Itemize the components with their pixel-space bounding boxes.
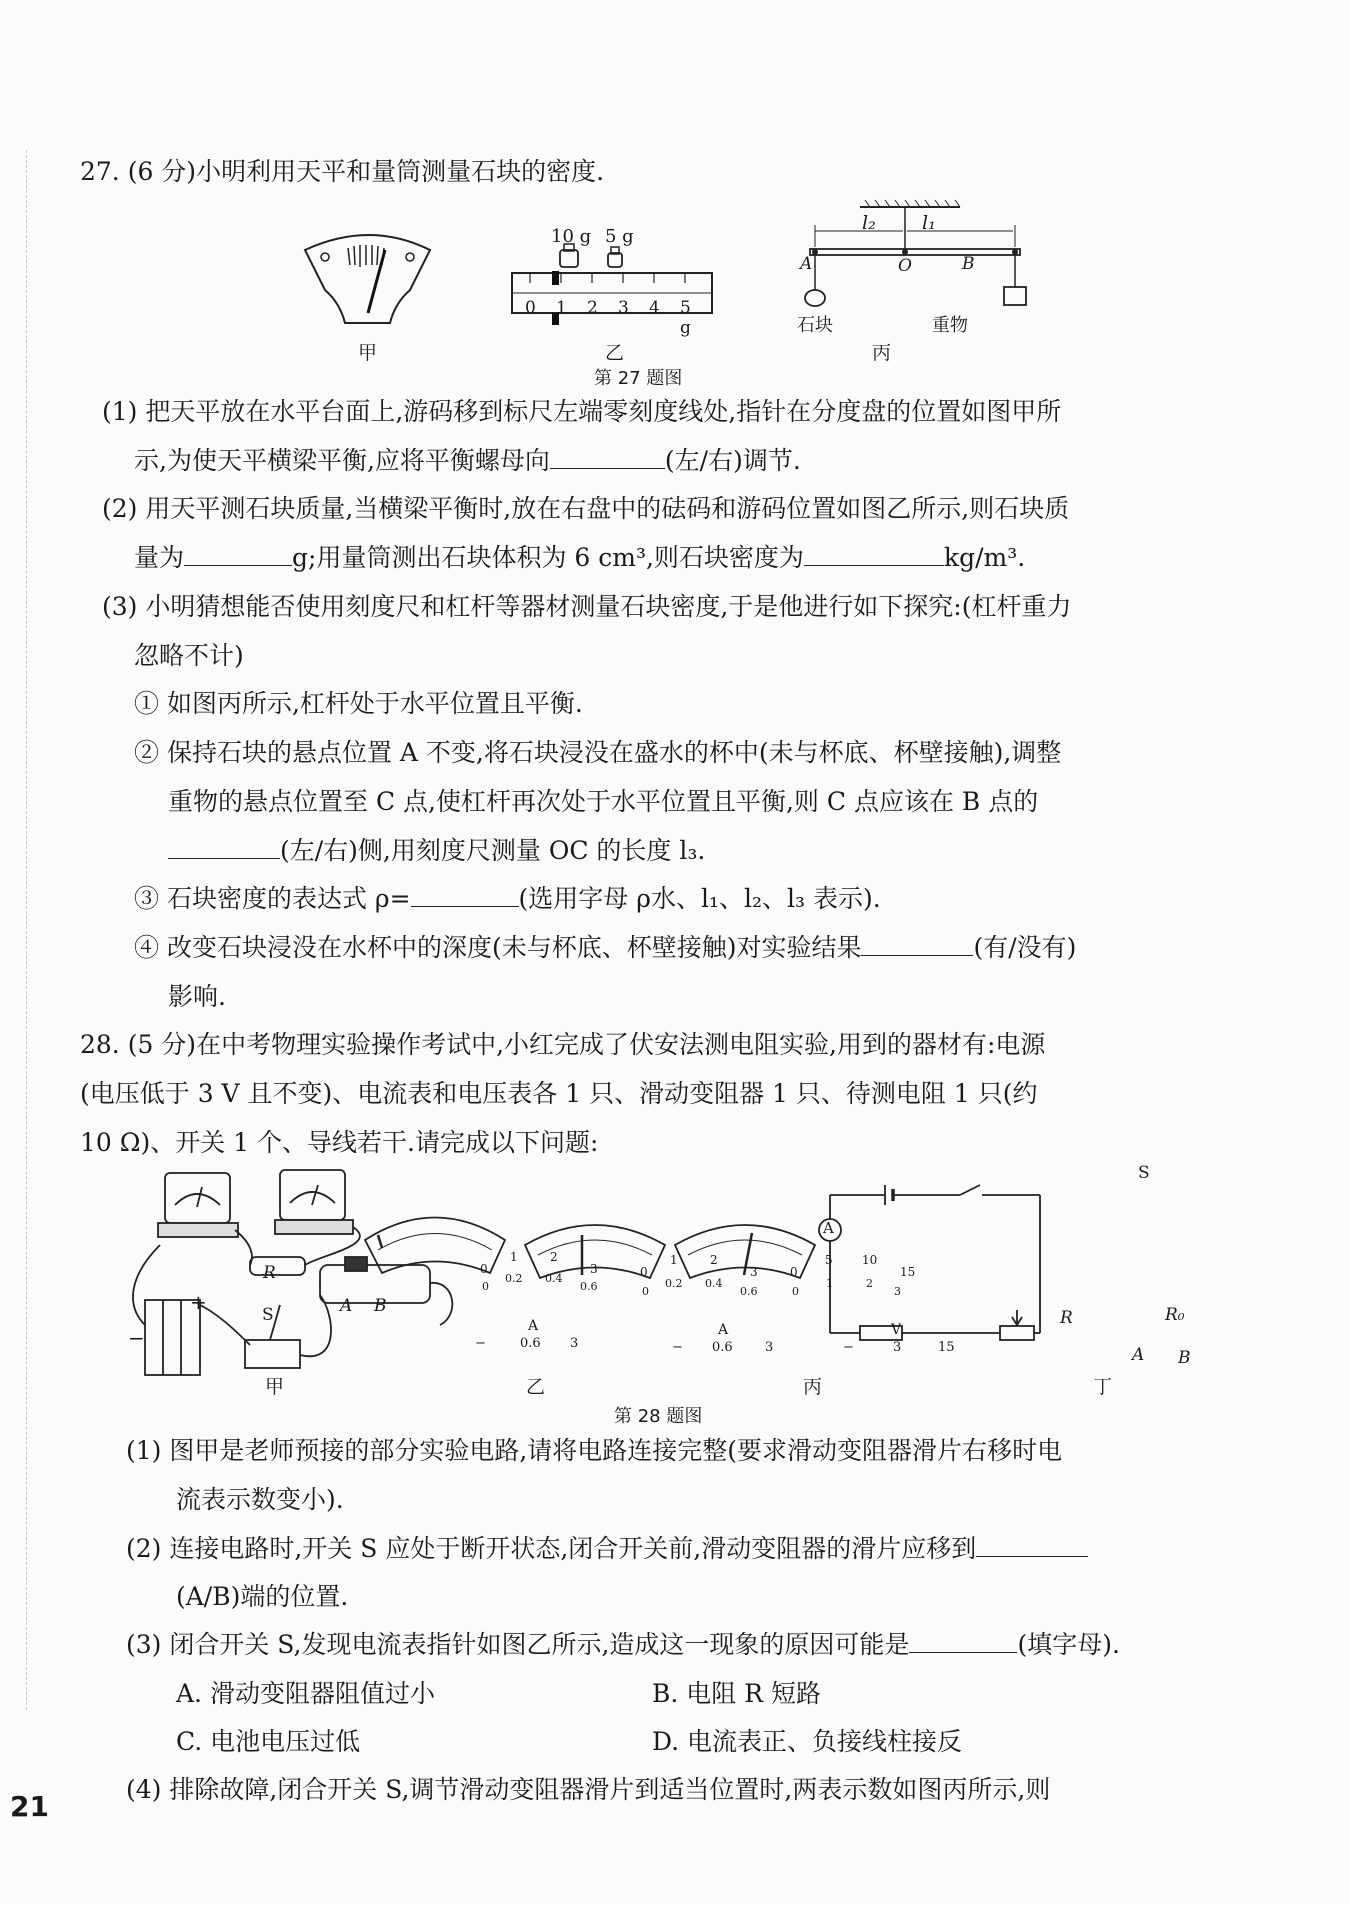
yi-bot-04: 0.4 bbox=[545, 1272, 563, 1285]
stone-label: 石块 bbox=[797, 315, 833, 336]
q28-part2-pre: (2) 连接电路时,开关 S 应处于断开状态,闭合开关前,滑动变阻器的滑片应移到 bbox=[126, 1534, 977, 1563]
yi-top-2: 2 bbox=[550, 1250, 558, 1264]
bing-v-top-0: 0 bbox=[790, 1265, 798, 1279]
tick-0: 0 bbox=[525, 298, 536, 318]
q27-part2-line2 bbox=[134, 541, 1025, 575]
q28-part2-line1 bbox=[126, 1532, 1088, 1566]
bing-v-top-5: 5 bbox=[825, 1253, 833, 1267]
yi-top-3: 3 bbox=[590, 1262, 598, 1276]
tick-1: 1 bbox=[556, 298, 567, 318]
bing-a-top-1: 1 bbox=[670, 1253, 678, 1267]
answer-blank-5[interactable] bbox=[411, 882, 519, 907]
q27-step2-post: (左/右)侧,用刻度尺测量 OC 的长度 l₃. bbox=[280, 836, 706, 865]
q27-step3 bbox=[134, 882, 881, 916]
fig28-s-label: S bbox=[262, 1305, 274, 1325]
weight-5g: 5 g bbox=[605, 226, 634, 247]
fig28-label-yi: 乙 bbox=[526, 1376, 546, 1398]
bing-v-unit: V bbox=[891, 1322, 902, 1338]
lever-l1: l₁ bbox=[922, 212, 936, 234]
q27-part3-line2: 忽略不计) bbox=[134, 641, 244, 670]
q27-part1-line1: (1) 把天平放在水平台面上,游码移到标尺左端零刻度线处,指针在分度盘的位置如图甲所 bbox=[102, 397, 1062, 426]
bing-a-term-06: 0.6 bbox=[712, 1340, 733, 1355]
yi-top-1: 1 bbox=[510, 1250, 518, 1264]
margin-rule bbox=[26, 150, 27, 1710]
ding-b-label: B bbox=[1178, 1348, 1191, 1368]
q28-option-c: C. 电池电压过低 bbox=[176, 1727, 361, 1756]
q27-part2-t2: g;用量筒测出石块体积为 6 cm³,则石块密度为 bbox=[292, 543, 804, 572]
q27-step2-line3 bbox=[168, 834, 705, 868]
q27-step3-post: (选用字母 ρ水、l₁、l₂、l₃ 表示). bbox=[518, 884, 881, 913]
q27-title: 27. (6 分)小明利用天平和量筒测量石块的密度. bbox=[80, 157, 605, 186]
q27-step2-line2: 重物的悬点位置至 C 点,使杠杆再次处于水平位置且平衡,则 C 点应该在 B 点的 bbox=[168, 787, 1039, 816]
q27-part1-line2 bbox=[134, 444, 801, 478]
tick-4: 4 bbox=[649, 298, 660, 318]
yi-bot-02: 0.2 bbox=[505, 1272, 523, 1285]
fig28-caption: 第 28 题图 bbox=[614, 1406, 703, 1427]
bing-a-bot-04: 0.4 bbox=[705, 1277, 723, 1290]
answer-blank-2[interactable] bbox=[184, 541, 292, 566]
lever-point-a: A bbox=[800, 254, 813, 274]
rheostat-a-label: A bbox=[340, 1296, 353, 1316]
rheostat-b-label: B bbox=[374, 1296, 387, 1316]
bing-a-bot-0: 0 bbox=[642, 1285, 649, 1298]
q28-part3-pre: (3) 闭合开关 S,发现电流表指针如图乙所示,造成这一现象的原因可能是 bbox=[126, 1630, 910, 1659]
q27-step4-post: (有/没有) bbox=[973, 933, 1077, 962]
battery-minus: − bbox=[128, 1326, 145, 1350]
bing-v-term-neg: − bbox=[843, 1340, 854, 1355]
q28-title: 28. (5 分)在中考物理实验操作考试中,小红完成了伏安法测电阻实验,用到的器材有:电源 bbox=[80, 1030, 1046, 1059]
answer-blank-7[interactable] bbox=[976, 1532, 1088, 1557]
fig28-label-bing: 丙 bbox=[803, 1376, 823, 1398]
q27-step4-pre: ④ 改变石块浸没在水杯中的深度(未与杯底、杯壁接触)对实验结果 bbox=[134, 933, 862, 962]
bing-a-bot-02: 0.2 bbox=[665, 1277, 683, 1290]
yi-unit: A bbox=[528, 1318, 539, 1334]
q28-option-a: A. 滑动变阻器阻值过小 bbox=[176, 1679, 435, 1708]
q27-part1-post: (左/右)调节. bbox=[664, 446, 801, 475]
q28-text-line2: (电压低于 3 V 且不变)、电流表和电压表各 1 只、滑动变阻器 1 只、待测电阻 1 只(约 bbox=[80, 1079, 1038, 1108]
answer-blank-3[interactable] bbox=[804, 541, 944, 566]
q28-part1-line2: 流表示数变小). bbox=[176, 1485, 344, 1514]
q28-part4: (4) 排除故障,闭合开关 S,调节滑动变阻器滑片到适当位置时,两表示数如图丙所示,则 bbox=[126, 1775, 1051, 1804]
q27-part1-pre: 示,为使天平横梁平衡,应将平衡螺母向 bbox=[134, 446, 550, 475]
fig28-r-label: R bbox=[263, 1263, 276, 1283]
q28-option-b: B. 电阻 R 短路 bbox=[652, 1679, 821, 1708]
bing-a-top-3: 3 bbox=[750, 1265, 758, 1279]
balance-dial-jia bbox=[305, 235, 430, 323]
q28-text-line3: 10 Ω)、开关 1 个、导线若干.请完成以下问题: bbox=[80, 1128, 599, 1157]
q27-part2-line1: (2) 用天平测石块质量,当横梁平衡时,放在右盘中的砝码和游码位置如图乙所示,则石块质 bbox=[102, 494, 1070, 523]
lever-point-b: B bbox=[962, 254, 975, 274]
ding-ammeter-a: A bbox=[823, 1219, 834, 1237]
bing-v-top-10: 10 bbox=[862, 1253, 878, 1267]
bing-v-bot-2: 2 bbox=[866, 1277, 873, 1290]
bing-a-bot-06: 0.6 bbox=[740, 1285, 758, 1298]
q28-part1-line1: (1) 图甲是老师预接的部分实验电路,请将电路连接完整(要求滑动变阻器滑片右移时电 bbox=[126, 1436, 1063, 1465]
bing-v-top-15: 15 bbox=[900, 1265, 916, 1279]
bing-a-unit: A bbox=[718, 1322, 729, 1338]
q27-part2-t1: 量为 bbox=[134, 543, 185, 572]
bing-a-top-0: 0 bbox=[640, 1265, 648, 1279]
fig27-label-bing: 丙 bbox=[872, 342, 892, 364]
yi-term-neg: − bbox=[475, 1336, 486, 1351]
q28-part3-post: (填字母). bbox=[1017, 1630, 1120, 1659]
bing-v-term-3: 3 bbox=[893, 1340, 902, 1355]
fig28-label-jia: 甲 bbox=[265, 1376, 285, 1398]
ding-r-label: R bbox=[1060, 1308, 1073, 1328]
answer-blank-6[interactable] bbox=[861, 931, 973, 956]
lever-point-o: O bbox=[898, 256, 912, 276]
q28-part3 bbox=[126, 1628, 1120, 1662]
tick-5g: 5 g bbox=[680, 298, 691, 338]
bing-a-term-3: 3 bbox=[765, 1340, 774, 1355]
fig27-label-jia: 甲 bbox=[358, 342, 378, 364]
answer-blank-1[interactable] bbox=[550, 444, 665, 469]
yi-term-3: 3 bbox=[570, 1336, 579, 1351]
q28-part2-line2: (A/B)端的位置. bbox=[176, 1582, 349, 1611]
yi-bot-06: 0.6 bbox=[580, 1280, 598, 1293]
q27-step4-line1 bbox=[134, 931, 1076, 965]
fig27-caption: 第 27 题图 bbox=[594, 368, 683, 389]
ding-a-label: A bbox=[1132, 1345, 1145, 1365]
tick-2: 2 bbox=[587, 298, 598, 318]
q28-option-d: D. 电流表正、负接线柱接反 bbox=[652, 1727, 963, 1756]
q27-step4-line2: 影响. bbox=[168, 982, 226, 1011]
weight-10g: 10 g bbox=[551, 226, 592, 247]
ding-r0-label: R₀ bbox=[1165, 1305, 1185, 1325]
answer-blank-8[interactable] bbox=[909, 1628, 1017, 1653]
bing-a-term-neg: − bbox=[672, 1340, 683, 1355]
yi-term-06: 0.6 bbox=[520, 1336, 541, 1351]
circuit-jia bbox=[133, 1170, 452, 1375]
bing-v-bot-0: 0 bbox=[792, 1285, 799, 1298]
bing-a-top-2: 2 bbox=[710, 1253, 718, 1267]
q27-part3-line1: (3) 小明猜想能否使用刻度尺和杠杆等器材测量石块密度,于是他进行如下探究:(杠杆重力 bbox=[102, 592, 1072, 621]
ding-s-label: S bbox=[1138, 1163, 1150, 1183]
schematic-ding bbox=[819, 1185, 1040, 1340]
bing-v-bot-1: 1 bbox=[826, 1277, 833, 1290]
fig27-label-yi: 乙 bbox=[605, 342, 625, 364]
tick-3: 3 bbox=[618, 298, 629, 318]
answer-blank-4[interactable] bbox=[168, 834, 280, 859]
bing-v-term-15: 15 bbox=[938, 1340, 955, 1355]
yi-bot-0: 0 bbox=[482, 1280, 489, 1293]
bing-v-bot-3: 3 bbox=[894, 1285, 901, 1298]
yi-top-0: 0 bbox=[480, 1262, 488, 1276]
lever-bing bbox=[805, 200, 1026, 306]
q27-part2-t3: kg/m³. bbox=[943, 543, 1026, 572]
q27-step3-pre: ③ 石块密度的表达式 ρ= bbox=[134, 884, 411, 913]
page-number: 21 bbox=[10, 1790, 49, 1823]
fig28-label-ding: 丁 bbox=[1093, 1376, 1113, 1398]
lever-l2: l₂ bbox=[862, 212, 876, 234]
battery-plus: + bbox=[190, 1290, 207, 1314]
q27-step2-line1: ② 保持石块的悬点位置 A 不变,将石块浸没在盛水的杯中(未与杯底、杯壁接触),调整 bbox=[134, 738, 1062, 767]
q27-step1: ① 如图丙所示,杠杆处于水平位置且平衡. bbox=[134, 689, 583, 718]
weight-label: 重物 bbox=[932, 315, 968, 336]
